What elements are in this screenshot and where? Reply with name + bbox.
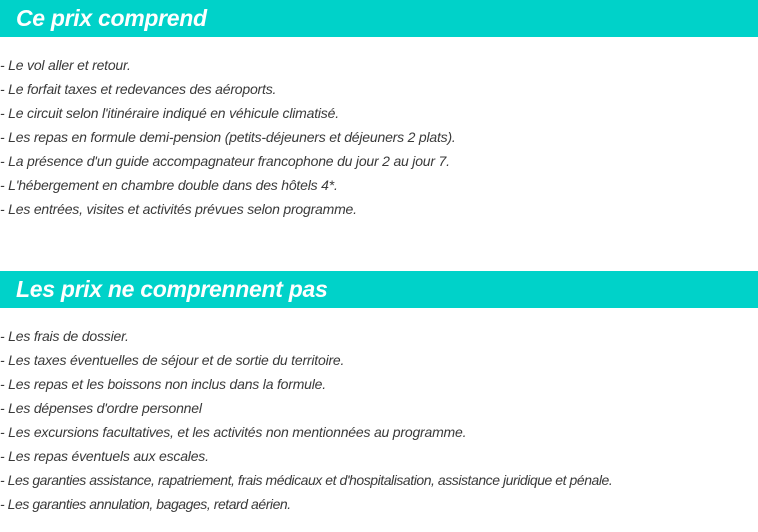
excluded-items-list [0, 324, 612, 516]
included-item: - L'hébergement en chambre double dans des hôtels 4*. [0, 177, 338, 193]
excluded-item: - Les repas éventuels aux escales. [0, 448, 209, 464]
included-item: - La présence d'un guide accompagnateur francophone du jour 2 au jour 7. [0, 153, 450, 169]
excluded-item: - Les dépenses d'ordre personnel [0, 400, 202, 416]
excluded-item: - Les frais de dossier. [0, 328, 129, 344]
excluded-item: - Les garanties assistance, rapatriement, frais médicaux et d'hospitalisation, assistance juridique et pénale. [0, 472, 613, 488]
included-section-title: Ce prix comprend [16, 5, 207, 31]
excluded-item: - Les taxes éventuelles de séjour et de sortie du territoire. [0, 352, 345, 368]
excluded-item: - Les repas et les boissons non inclus dans la formule. [0, 376, 326, 392]
excluded-item: - Les excursions facultatives, et les activités non mentionnées au programme. [0, 424, 467, 440]
excluded-section-header [0, 271, 758, 308]
included-item: - Le vol aller et retour. [0, 57, 131, 73]
excluded-section-title: Les prix ne comprennent pas [16, 276, 328, 302]
included-item: - Le circuit selon l'itinéraire indiqué en véhicule climatisé. [0, 105, 339, 121]
included-section-header [0, 0, 758, 37]
included-item: - Le forfait taxes et redevances des aéroports. [0, 81, 277, 97]
included-item: - Les entrées, visites et activités prévues selon programme. [0, 201, 357, 217]
excluded-item: - Les garanties annulation, bagages, retard aérien. [0, 496, 291, 512]
included-item: - Les repas en formule demi-pension (petits-déjeuners et déjeuners 2 plats). [0, 129, 456, 145]
included-items-list [0, 53, 456, 221]
